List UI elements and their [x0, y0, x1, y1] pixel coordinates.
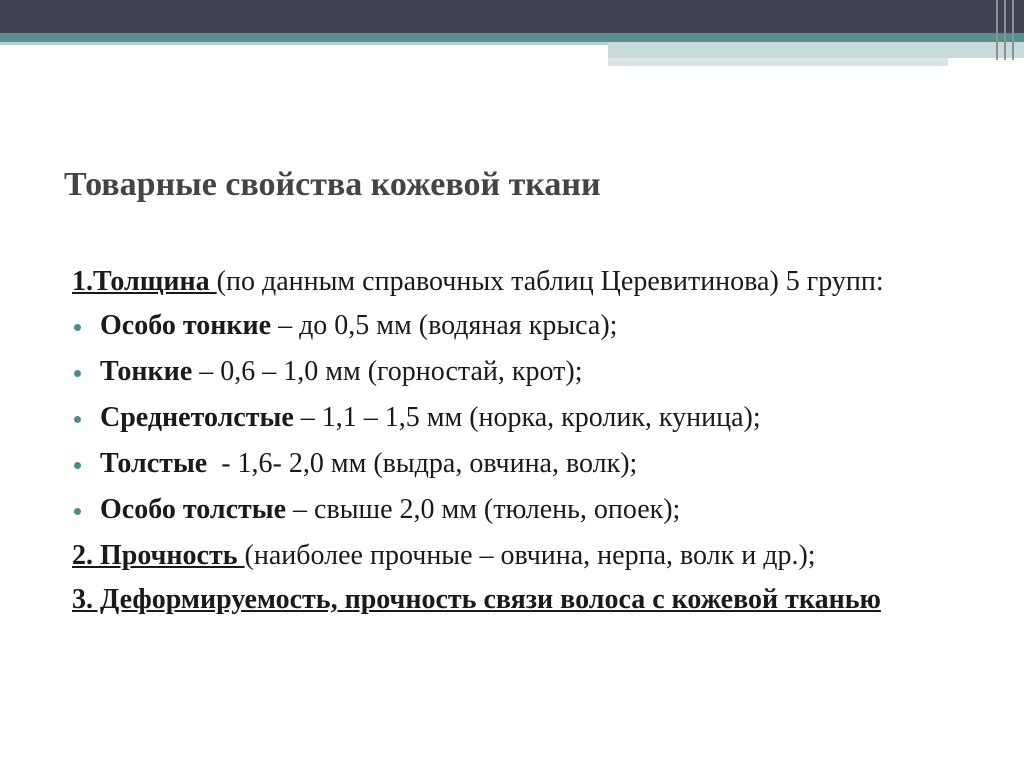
thickness-description: (по данным справочных таблиц Церевитинова) 5 групп:: [216, 266, 884, 297]
list-item-desc: – до 0,5 мм (водяная крыса);: [271, 310, 618, 341]
list-item: [72, 398, 972, 438]
paragraph-deformability: [72, 580, 972, 620]
list-item-desc: – 1,1 – 1,5 мм (норка, кролик, куница);: [293, 402, 761, 433]
list-item: [72, 490, 972, 530]
header-divider-line: [1012, 0, 1014, 60]
header-divider-line: [996, 0, 998, 60]
list-item: [72, 352, 972, 392]
list-item-desc: – свыше 2,0 мм (тюлень, опоек);: [286, 494, 681, 525]
header-band-light: [0, 42, 608, 45]
bullet-icon: [74, 462, 81, 469]
slide-body: [72, 262, 972, 624]
list-item-term: Толстые: [100, 448, 208, 479]
header-divider-line: [1004, 0, 1006, 60]
list-item: [72, 444, 972, 484]
bullet-icon: [74, 508, 81, 515]
slide-title: Товарные свойства кожевой ткани: [64, 166, 601, 203]
header-band-light-right: [608, 42, 1024, 58]
list-item: [72, 306, 972, 346]
paragraph-thickness: [72, 262, 972, 302]
header-band-dark: [0, 0, 1024, 33]
list-item-term: Среднетолстые: [100, 402, 294, 433]
strength-description: (наиболее прочные – овчина, нерпа, волк и др.);: [244, 540, 816, 571]
thickness-heading: 1.Толщина: [72, 266, 217, 297]
list-item-term: Особо тонкие: [100, 310, 272, 341]
header-band-light-right-lower: [608, 58, 948, 66]
paragraph-strength: [72, 536, 972, 576]
deformability-heading: 3. Деформируемость, прочность связи волоса с кожевой тканью: [72, 584, 881, 615]
list-item-term: Тонкие: [100, 356, 193, 387]
header-band-teal: [0, 33, 1024, 42]
list-item-desc: – 0,6 – 1,0 мм (горностай, крот);: [192, 356, 583, 387]
strength-heading: 2. Прочность: [72, 540, 245, 571]
bullet-icon: [74, 370, 81, 377]
bullet-icon: [74, 324, 81, 331]
bullet-icon: [74, 416, 81, 423]
list-item-desc: - 1,6- 2,0 мм (выдра, овчина, волк);: [207, 448, 638, 479]
list-item-term: Особо толстые: [100, 494, 287, 525]
